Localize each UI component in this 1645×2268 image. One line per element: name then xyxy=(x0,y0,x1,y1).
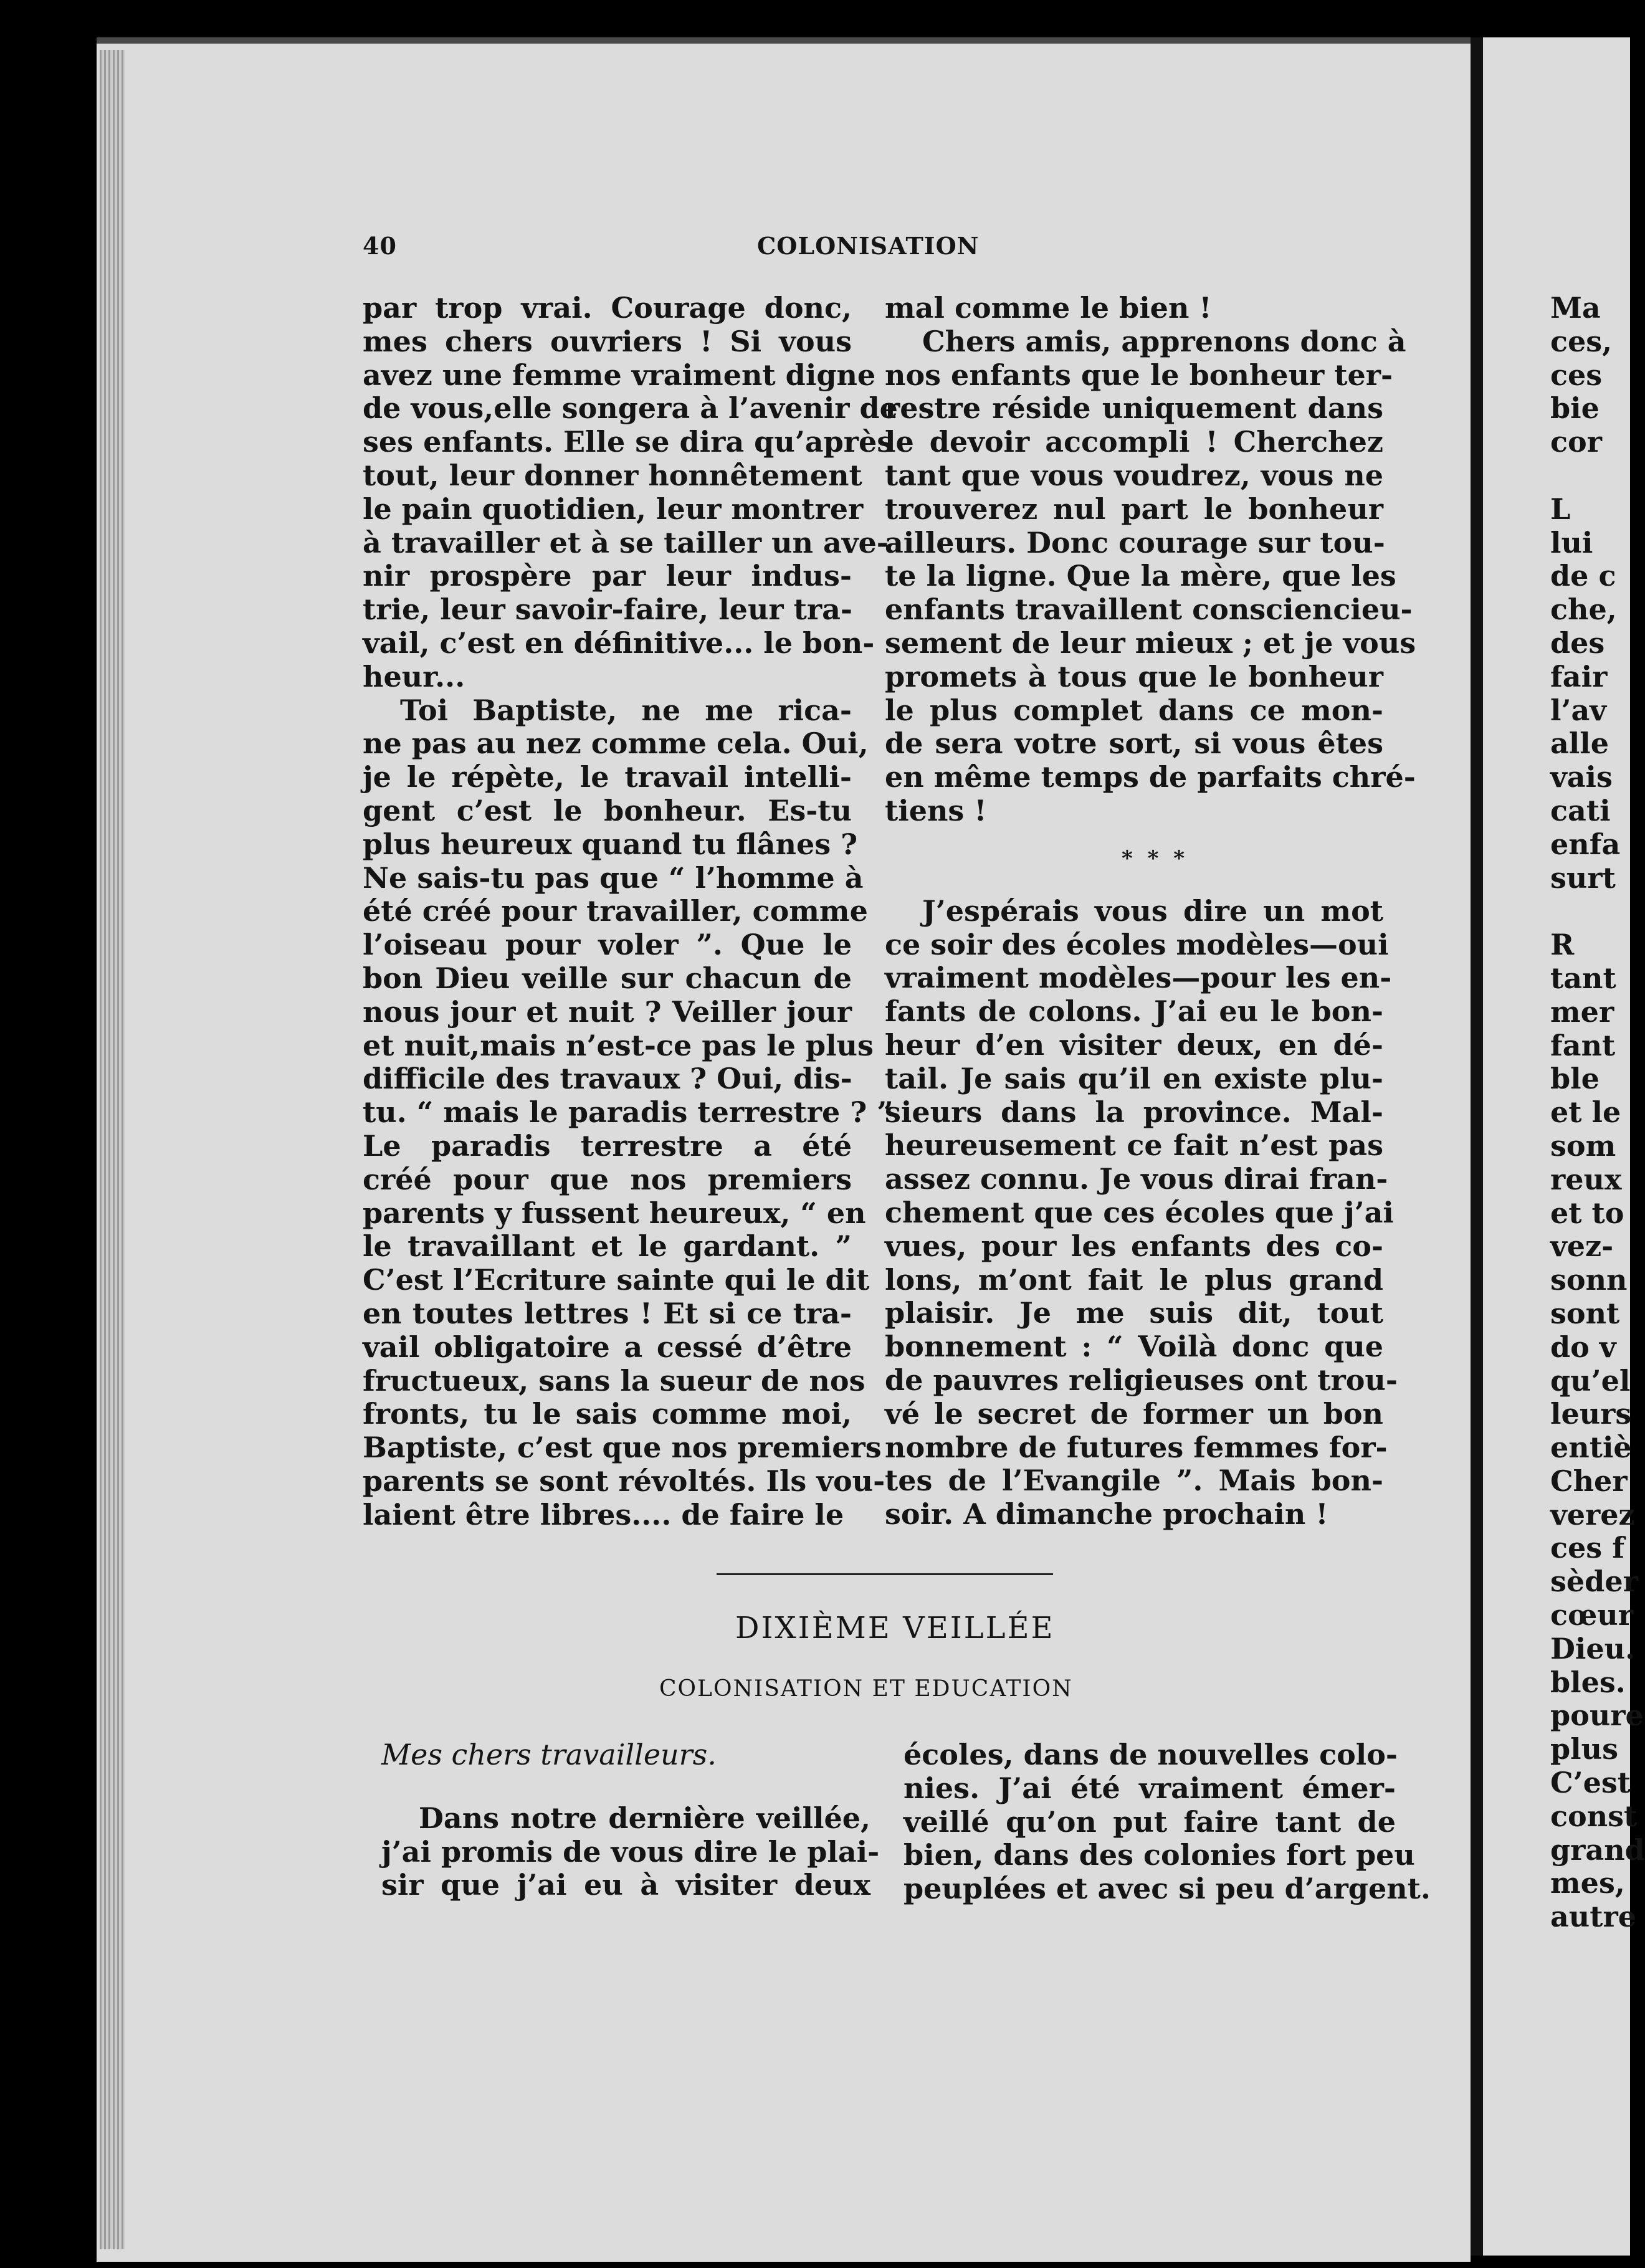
text-line: Ne sais-tu pas que “ l’homme à xyxy=(363,860,864,895)
facing-page-line: alle xyxy=(1550,727,1609,761)
text-line: C’est l’Ecriture sainte qui le dit xyxy=(363,1263,870,1297)
text-line: vail, c’est en définitive... le bon- xyxy=(363,626,875,660)
text-line: en même temps de parfaits chré- xyxy=(885,760,1416,794)
facing-page-line: const xyxy=(1550,1799,1638,1833)
facing-page-line: l’av xyxy=(1550,693,1607,727)
text-line: J’espérais vous dire un mot xyxy=(922,893,1383,928)
facing-page-line: sont xyxy=(1550,1296,1620,1330)
facing-page-line: qu’el xyxy=(1550,1363,1631,1398)
text-line: fants de colons. J’ai eu le bon- xyxy=(885,994,1383,1029)
facing-page-line: ble xyxy=(1550,1062,1600,1096)
text-line: nos enfants que le bonheur ter- xyxy=(885,358,1393,392)
text-line: heur... xyxy=(363,659,465,693)
text-line: de pauvres religieuses ont trou- xyxy=(885,1363,1398,1397)
text-line: tiens ! xyxy=(885,793,987,827)
facing-page-line: bie xyxy=(1550,391,1600,426)
facing-page-line: des xyxy=(1550,626,1605,660)
facing-page-line xyxy=(1550,459,1645,493)
text-line: nombre de futures femmes for- xyxy=(885,1430,1388,1464)
text-line: nies. J’ai été vraiment émer- xyxy=(904,1771,1396,1805)
text-line: tail. Je sais qu’il en existe plu- xyxy=(885,1061,1383,1095)
text-line: en toutes lettres ! Et si ce tra- xyxy=(363,1296,852,1330)
facing-page-line: fair xyxy=(1550,659,1608,693)
text-line: heur d’en visiter deux, en dé- xyxy=(885,1027,1383,1062)
text-line: lons, m’ont fait le plus grand xyxy=(885,1262,1383,1297)
text-line: fructueux, sans la sueur de nos xyxy=(363,1363,865,1398)
facing-page-line: mer xyxy=(1550,994,1614,1029)
column-right xyxy=(885,291,1416,1532)
facing-page-line: poure xyxy=(1550,1699,1644,1733)
text-line: difficile des travaux ? Oui, dis- xyxy=(363,1062,852,1096)
facing-page-line: verez xyxy=(1550,1497,1635,1532)
section-column-left xyxy=(381,1738,880,1902)
text-line: sement de leur mieux ; et je vous xyxy=(885,626,1416,660)
text-line: de sera votre sort, si vous êtes xyxy=(885,727,1383,761)
text-line: parents y fussent heureux, “ en xyxy=(363,1196,866,1230)
text-line: Chers amis, apprenons donc à xyxy=(922,324,1406,358)
facing-page-line: ces f xyxy=(1550,1531,1624,1565)
facing-page-line: leurs xyxy=(1550,1397,1632,1431)
text-line: je le répète, le travail intelli- xyxy=(363,760,852,794)
facing-page xyxy=(1483,37,1645,2256)
column-left xyxy=(363,291,898,1532)
facing-page-line: vais xyxy=(1550,760,1613,794)
facing-page-line: reux xyxy=(1550,1162,1622,1196)
facing-page-line: cati xyxy=(1550,793,1611,827)
facing-page-line: et to xyxy=(1550,1196,1624,1230)
text-line: sieurs dans la province. Mal- xyxy=(885,1095,1383,1129)
facing-page-line: plus xyxy=(1550,1732,1618,1766)
text-line: bien, dans des colonies fort peu xyxy=(904,1838,1415,1872)
text-line: par trop vrai. Courage donc, xyxy=(363,291,852,325)
facing-page-line: sonn xyxy=(1550,1263,1628,1297)
text-line: mes chers ouvriers ! Si vous xyxy=(363,324,852,358)
text-line: trie, leur savoir-faire, leur tra- xyxy=(363,593,853,627)
facing-page-line: som xyxy=(1550,1128,1616,1163)
text-line: tes de l’Evangile ”. Mais bon- xyxy=(885,1464,1383,1498)
text-line: le travaillant et le gardant. ” xyxy=(363,1229,852,1264)
text-line: gent c’est le bonheur. Es-tu xyxy=(363,793,852,827)
section-rule xyxy=(717,1573,1053,1575)
text-line: sir que j’ai eu à visiter deux xyxy=(381,1868,870,1902)
facing-page-line: cœur xyxy=(1550,1598,1633,1632)
text-line: le devoir accompli ! Cherchez xyxy=(885,425,1383,459)
page-number: 40 xyxy=(363,232,397,260)
text-line: écoles, dans de nouvelles colo- xyxy=(904,1738,1398,1771)
text-line: mal comme le bien ! xyxy=(885,291,1212,325)
facing-page-line: de c xyxy=(1550,559,1616,593)
facing-page-line: do v xyxy=(1550,1330,1616,1364)
text-line: et nuit,mais n’est-ce pas le plus xyxy=(363,1028,874,1062)
text-line: ailleurs. Donc courage sur tou- xyxy=(885,525,1385,560)
facing-page-line: cor xyxy=(1550,425,1602,459)
text-line: Dans notre dernière veillée, xyxy=(419,1801,870,1835)
text-line: veillé qu’on put faire tant de xyxy=(904,1804,1396,1839)
text-line: nous jour et nuit ? Veiller jour xyxy=(363,994,852,1029)
text-line: assez connu. Je vous dirai fran- xyxy=(885,1162,1388,1196)
book-gutter xyxy=(1471,37,1483,2256)
text-line: enfants travaillent consciencieu- xyxy=(885,593,1413,627)
text-line: plaisir. Je me suis dit, tout xyxy=(885,1296,1383,1330)
text-line: laient être libres.... de faire le xyxy=(363,1497,844,1532)
facing-page-line: enfa xyxy=(1550,827,1621,861)
asterism: * * * xyxy=(1122,846,1189,871)
text-line: te la ligne. Que la mère, que les xyxy=(885,559,1396,593)
facing-page-line: Dieu. xyxy=(1550,1631,1636,1665)
text-line: vraiment modèles—pour les en- xyxy=(885,961,1392,995)
facing-page-line: grand xyxy=(1550,1832,1645,1867)
text-line: nir prospère par leur indus- xyxy=(363,559,852,593)
facing-page-line: tant xyxy=(1550,961,1616,995)
text-line: restre réside uniquement dans xyxy=(885,391,1383,426)
facing-page-text xyxy=(1550,292,1645,1934)
text-line: vail obligatoire a cessé d’être xyxy=(363,1330,852,1364)
text-line: trouverez nul part le bonheur xyxy=(885,492,1383,526)
text-line: à travailler et à se tailler un ave- xyxy=(363,525,889,560)
facing-page-line xyxy=(1550,895,1645,928)
salutation: Mes chers travailleurs. xyxy=(381,1738,717,1771)
text-line: fronts, tu le sais comme moi, xyxy=(363,1397,852,1431)
text-line: tout, leur donner honnêtement xyxy=(363,458,862,492)
facing-page-line: et le xyxy=(1550,1095,1621,1130)
facing-page-line: surt xyxy=(1550,860,1616,895)
text-line: été créé pour travailler, comme xyxy=(363,894,868,928)
facing-page-line: sèder xyxy=(1550,1565,1638,1599)
facing-page-line: L xyxy=(1550,492,1571,526)
running-title: COLONISATION xyxy=(757,232,980,260)
facing-page-line: che, xyxy=(1550,593,1617,627)
text-line: promets à tous que le bonheur xyxy=(885,659,1383,693)
text-line: chement que ces écoles que j’ai xyxy=(885,1195,1394,1229)
text-line: plus heureux quand tu flânes ? xyxy=(363,827,858,861)
facing-page-line: ces xyxy=(1550,358,1603,392)
text-line: l’oiseau pour voler ”. Que le xyxy=(363,928,852,962)
facing-page-line: bles. xyxy=(1550,1665,1626,1699)
section-title: DIXIÈME VEILLÉE xyxy=(735,1611,1055,1646)
text-line: le pain quotidien, leur montrer xyxy=(363,492,864,526)
text-line: créé pour que nos premiers xyxy=(363,1162,852,1196)
facing-page-line: Cher xyxy=(1550,1464,1628,1498)
section-subtitle: COLONISATION ET EDUCATION xyxy=(659,1676,1073,1702)
text-line: tant que vous voudrez, vous ne xyxy=(885,458,1383,492)
facing-page-line: Ma xyxy=(1550,291,1601,325)
text-line: ses enfants. Elle se dira qu’après xyxy=(363,425,894,459)
text-line: j’ai promis de vous dire le plai- xyxy=(381,1834,880,1869)
facing-page-line: mes, xyxy=(1550,1866,1625,1900)
facing-page-line: lui xyxy=(1550,525,1593,560)
text-line: tu. “ mais le paradis terrestre ? ” xyxy=(363,1095,894,1130)
text-line: soir. A dimanche prochain ! xyxy=(885,1497,1328,1532)
facing-page-line: vez- xyxy=(1550,1229,1614,1264)
text-line: ne pas au nez comme cela. Oui, xyxy=(363,727,869,761)
text-line: ce soir des écoles modèles—oui xyxy=(885,927,1389,961)
text-line: Toi Baptiste, ne me rica- xyxy=(400,693,852,727)
facing-page-line: entiè xyxy=(1550,1431,1632,1465)
text-line: peuplées et avec si peu d’argent. xyxy=(904,1872,1431,1906)
text-line: heureusement ce fait n’est pas xyxy=(885,1128,1383,1163)
text-line: vé le secret de former un bon xyxy=(885,1396,1383,1431)
section-column-right xyxy=(904,1738,1431,1906)
facing-page-line: ces, xyxy=(1550,324,1613,358)
text-line: bonnement : “ Voilà donc que xyxy=(885,1330,1383,1364)
text-line: bon Dieu veille sur chacun de xyxy=(363,961,852,995)
text-line: Baptiste, c’est que nos premiers xyxy=(363,1431,882,1465)
text-line: parents se sont révoltés. Ils vou- xyxy=(363,1464,885,1498)
facing-page-line: C’est xyxy=(1550,1766,1631,1800)
text-line: Le paradis terrestre a été xyxy=(363,1128,852,1163)
text-line: de vous,elle songera à l’avenir de xyxy=(363,391,898,426)
text-line: vues, pour les enfants des co- xyxy=(885,1229,1383,1263)
facing-page-line: fant xyxy=(1550,1028,1616,1062)
facing-page-line: R xyxy=(1550,928,1575,962)
text-line: avez une femme vraiment digne xyxy=(363,358,876,392)
page-edge-stack xyxy=(100,50,125,2249)
text-line: le plus complet dans ce mon- xyxy=(885,693,1383,727)
facing-page-line: autre xyxy=(1550,1900,1636,1934)
